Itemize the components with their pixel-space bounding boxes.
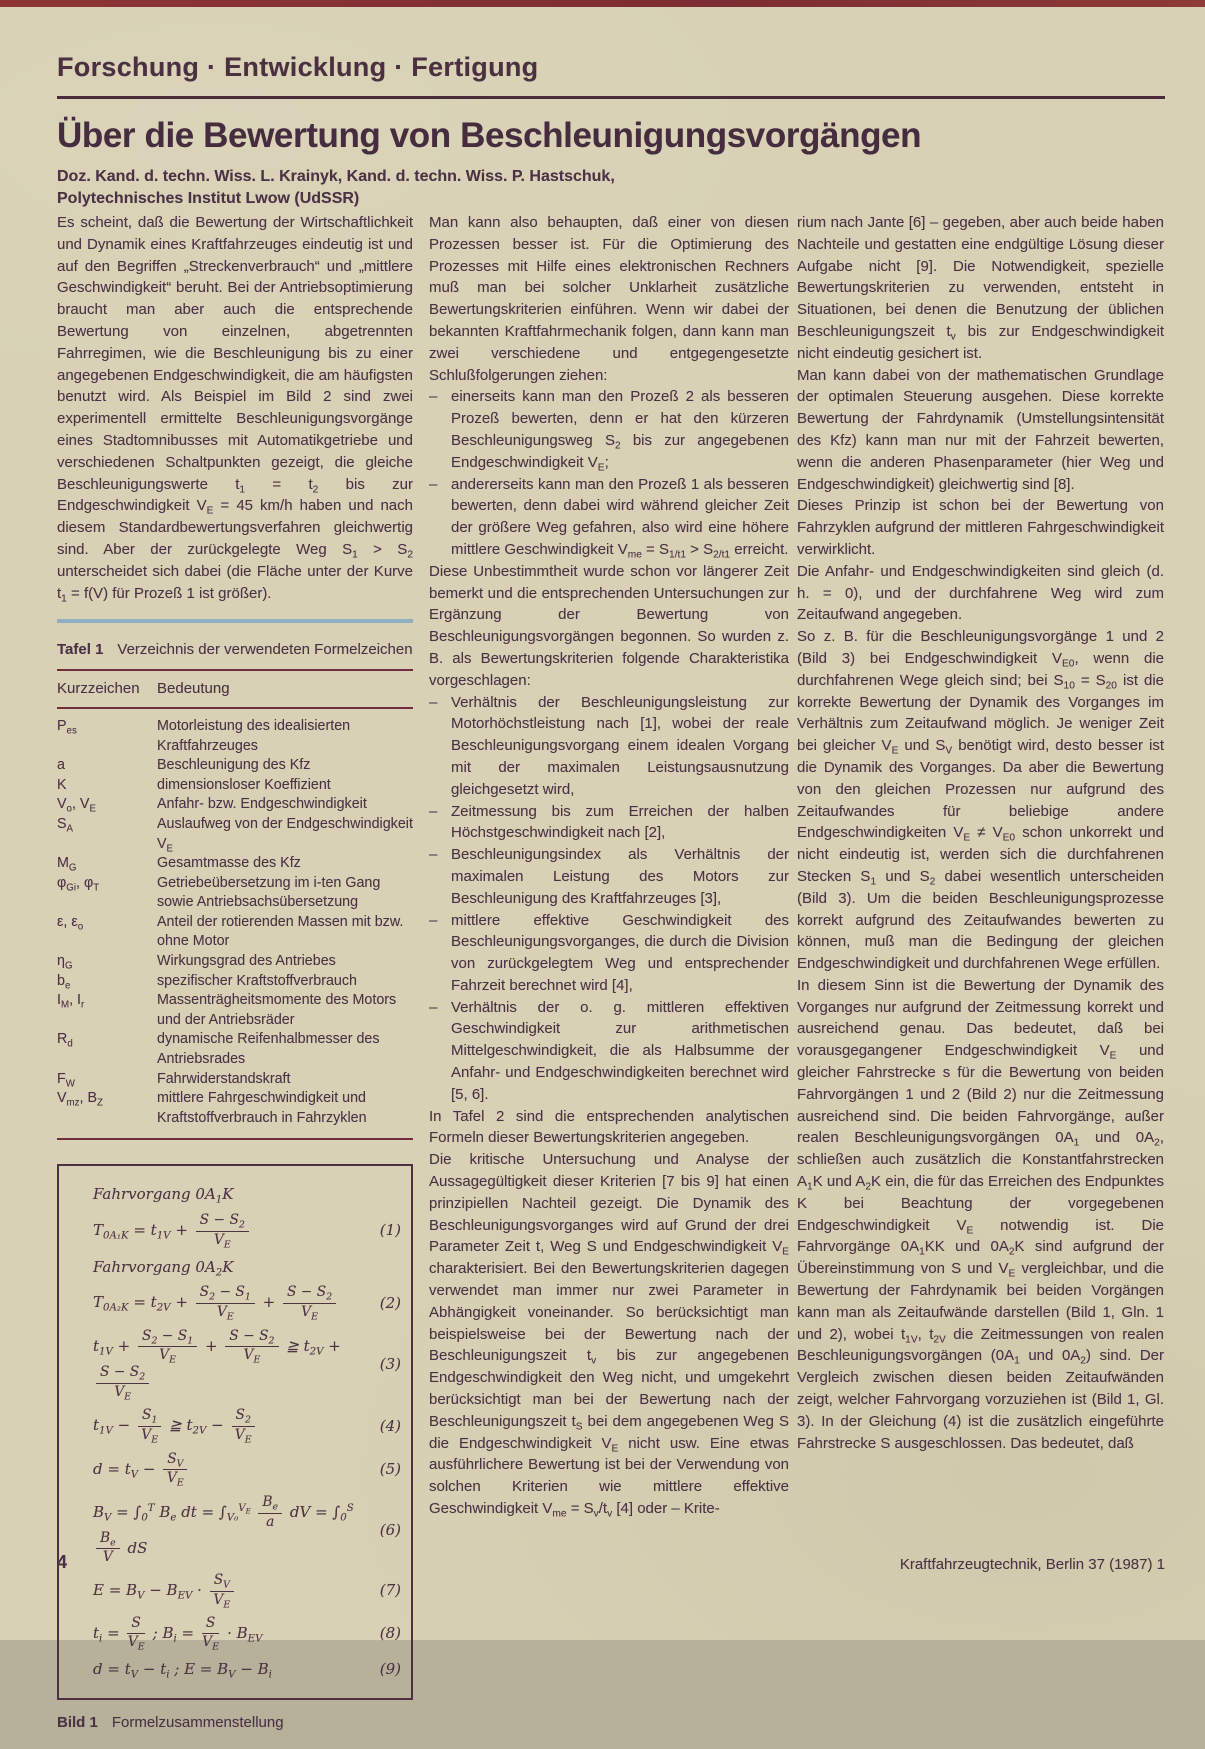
list-item: [429, 474, 789, 561]
list-item: [429, 997, 789, 1106]
dash-marker: –: [429, 911, 438, 929]
equation-row: [67, 1329, 401, 1402]
meaning-cell: Anteil der rotierenden Massen mit bzw. ohne Motor: [157, 913, 404, 950]
meaning-cell: Gesamtmasse des Kfz: [157, 855, 301, 872]
table-row: [57, 1089, 413, 1128]
list-item: [429, 801, 789, 845]
equation: $t_{1V}$ + $\frac{S_2 - S_1}{V_E}$ + $\frac{S - S_2}{V_E}$ ≧ $t_{2V}$ + $\frac{S - S_2}{V_E}$: [93, 1327, 341, 1402]
fraction: $\frac{S_1}{V_E}$: [138, 1408, 161, 1444]
paragraph: Die kritische Untersuchung und Analyse der Aussagegültigkeit dieser Kriterien [7 bis 9] hat einen prinzipiellen Nachteil gezeigt. Die Dynamik des Beschleunigungsvorganges wird auf Grund der drei Parameter Zeit t, Weg S und Endgeschwindigkeit $V_E$ charakterisiert. Bei den Bewertungskriterien dagegen verwendet man immer nur zwei Parameter in Abhängigkeit voneinander. So berücksichtigt man beispielsweise bei der Bewertung nach der Beschleunigungszeit $t_v$ bis zur angegebenen Endgeschwindigkeit den Weg nicht, und umgekehrt berücksichtigt man bei der Bewertung nach der Beschleunigungszeit $t_S$ bei dem angegebenen Weg S die Endgeschwindigkeit $V_E$ nicht usw. Eine etwas ausführlichere Bewertung ist bei der Verwendung von solchen Kriterien wie mittlere effektive Geschwindigkeit $V_{me} = S_v/t_v$ [4] oder – Krite-: [429, 1151, 789, 1520]
meaning-cell: Fahrwiderstandskraft: [157, 1070, 291, 1087]
meaning-cell: Massenträgheitsmomente des Motors und der Antriebsräder: [157, 992, 397, 1028]
paragraph: Man kann also behaupten, daß einer von diesen Prozessen besser ist. Für die Optimierung des Prozesses mit Hilfe eines elektronischen Rechners muß man bei solcher Unklarheit zusätzliche Bewertungskriterien einführen. Wenn wir dabei der bekannten Kraftfahrmechanik folgen, dann kann man zwei verschiedene und entgegengesetzte Schlußfolgerungen ziehen:: [429, 214, 789, 384]
fraction: $\frac{S - S_2}{V_E}$: [96, 1365, 149, 1401]
paragraph: Dieses Prinzip ist schon bei der Bewertung von Fahrzyklen aufgrund der mittleren Fahrgeschwindigkeit verwirklicht.: [797, 497, 1164, 558]
table-header-bedeutung: Bedeutung: [157, 680, 230, 698]
equation-row: [67, 1213, 401, 1249]
table-header-kurzzeichen: Kurzzeichen: [57, 680, 140, 698]
bild-1-caption-text: Formelzusammenstellung: [111, 1713, 284, 1731]
dash-marker: –: [429, 846, 438, 864]
equation-row: [67, 1495, 401, 1566]
equation-number: (3): [379, 1355, 401, 1374]
scan-top-edge: [0, 0, 1205, 7]
paragraph: In Tafel 2 sind die entsprechenden analytischen Formeln dieser Bewertungskriterien angegeben.: [429, 1107, 789, 1147]
paragraph: Die Anfahr- und Endgeschwindigkeiten sind gleich (d. h. = 0), und der durchfahrene Weg wird zum Zeitaufwand angegeben.: [797, 562, 1164, 624]
meaning-cell: spezifischer Kraftstoffverbrauch: [157, 972, 357, 989]
equation-row: [67, 1573, 401, 1609]
meaning-cell: Beschleunigung des Kfz: [157, 757, 311, 774]
equation-row: [67, 1452, 401, 1488]
symbol-cell: $V_o$, $V_E$: [57, 796, 96, 815]
paragraph: rium nach Jante [6] – gegeben, aber auch beide haben Nachteile und gestatten eine endgültige Lösung dieser Aufgabe nicht [9]. Die Notwendigkeit, spezielle Bewertungskriterien zu verwenden, entsteht in Situationen, bei denen die Benutzung der üblichen Beschleunigungszeit $t_v$ bis zur Endgeschwindigkeit nicht eindeutig gesichert ist.: [797, 214, 1164, 362]
column-left-text: [57, 212, 413, 604]
equation-number: (2): [379, 1293, 401, 1312]
fraction: $\frac{S_V}{V_E}$: [210, 1573, 234, 1609]
symbol-cell: $b_e$: [57, 972, 71, 992]
paragraph: So z. B. für die Beschleunigungsvorgänge 1 und 2 (Bild 3) bei Endgeschwindigkeit $V_{E0}$, wenn die durchfahrenen Wege gleich sind; bei $S_{10} = S_{20}$ ist die korrekte Bewertung der Dynamik des Vorganges im Verhältnis zum Zeitaufwand möglich. Je weniger Zeit bei gleicher $V_E$ und $S_V$ benötigt wird, desto besser ist die Dynamik des Vorganges. Da aber die Bewertung von den gleichen Prozessen nur aufgrund des Zeitaufwandes für beliebige andere Endgeschwindigkeiten $V_E \ne V_{E0}$ schon unkorrekt und nicht eindeutig ist, werden sich die durchfahrenen Stecken $S_1$ und $S_2$ dabei wesentlich unterscheiden (Bild 3). Um die beiden Beschleunigungsprozesse korrekt aufgrund des Zeitaufwandes bewerten zu können, muß man die Bedingung der gleichen Endgeschwindigkeit und durchfahrenen Wege erfüllen.: [797, 628, 1164, 973]
paragraph: Diese Unbestimmtheit wurde schon vor längerer Zeit bemerkt und die entsprechenden Untersuchungen zur Ergänzung der Bewertung von Beschleunigungsvorgängen begonnen. So wurden z. B. als Bewertungskriterien folgende Charakteristika vorgeschlagen:: [429, 562, 789, 689]
symbol-cell: K: [57, 776, 67, 793]
column-right: [797, 212, 1164, 1454]
table-row: [57, 972, 413, 992]
fraction: $\frac{S_2 - S_1}{V_E}$: [138, 1329, 197, 1365]
table-row: [57, 776, 413, 796]
column-left: [57, 212, 413, 1749]
fraction: $\frac{B_e}{V}$: [96, 1531, 120, 1567]
symbol-cell: a: [57, 757, 65, 774]
paragraph: Es scheint, daß die Bewertung der Wirtschaftlichkeit und Dynamik eines Kraftfahrzeuges eindeutig ist und auf den Begriffen „Streckenverbrauch“ und „mittlere Geschwindigkeit“ beruht. Bei der Antriebsoptimierung braucht man aber auch die entsprechende Bewertung von einzelnen, abgetrennten Fahrregimen, wie die Beschleunigung bis zu einer angegebenen Endgeschwindigkeit, die am häufigsten benutzt wird. Als Beispiel im Bild 2 sind zwei experimentell ermittelte Beschleunigungsvorgänge eines Stadtomnibusses mit Automatikgetriebe und verschiedenen Schaltpunkten gezeigt, die gleiche Beschleunigungswerte $t_1 = t_2$ bis zur Endgeschwindigkeit $V_E = 45$ km/h haben und nach diesem Standardbewertungsverfahren gleichwertig sind. Aber der zurückgelegte Weg $S_1 > S_2$ unterscheidet sich dabei (die Fläche unter der Kurve $t_1 = f(V)$ für Prozeß 1 ist größer).: [57, 214, 413, 605]
fraction: $\frac{S_V}{V_E}$: [163, 1452, 187, 1488]
equation: $E = B_V - B_{EV}$ · $\frac{S_V}{V_E}$: [67, 1573, 361, 1609]
list-item-text: Beschleunigungsindex als Verhältnis der maximalen Leistung des Motors zur Beschleunigung des Kraftfahrzeuges [3],: [451, 846, 789, 907]
symbol-cell: $\eta_G$: [57, 953, 73, 972]
equation: $d = t_V$ − $\frac{S_V}{V_E}$: [67, 1452, 361, 1488]
list-item-text: Zeitmessung bis zum Erreichen der halben Höchstgeschwindigkeit nach [2],: [451, 802, 789, 842]
table-row: [57, 1070, 413, 1090]
symbol-cell: $P_{es}$: [57, 717, 77, 737]
journal-reference: Kraftfahrzeugtechnik, Berlin 37 (1987) 1: [899, 1556, 1165, 1573]
symbol-cell: $V_{mz}$, $B_Z$: [57, 1090, 103, 1109]
byline-authors: Doz. Kand. d. techn. Wiss. L. Krainyk, Kand. d. techn. Wiss. P. Hastschuk,: [57, 168, 615, 185]
header-rule: [57, 96, 1165, 99]
paragraph: In diesem Sinn ist die Bewertung der Dynamik des Vorganges nur aufgrund der Zeitmessung korrekt und ausreichend genau. Das bedeutet, daß bei vorausgegangener Endgeschwindigkeit $V_E$ und gleicher Fahrstrecke s für die Bewertung von beiden Fahrvorgängen 1 und 2 (Bild 2) nur die Zeitmessung ausreichend sind. Die beiden Fahrvorgänge, außer realen Beschleunigungsvorgängen $0A_1$ und $0A_2$, schließen auch zusätzlich die Konstantfahrstrecken $A_1K$ und $A_2K$ ein, die für das Erreichen des Endpunktes K bei Beachtung der vorgegebenen Endgeschwindigkeit $V_E$ notwendig ist. Die Fahrvorgänge $0A_1KK$ und $0A_2K$ sind aufgrund der Übereinstimmung von S und $V_E$ vergleichbar, und die Bewertung der Fahrdynamik bei beiden Vorgängen kann man als Zeitaufwände darstellen (Bild 1, Gln. 1 und 2), wobei $t_{1V}$, $t_{2V}$ die Zeitmessungen von realen Beschleunigungsvorgängen ($0A_1$ und $0A_2$) sind. Der Vergleich zwischen diesen beiden Zeitaufwänden zeigt, welcher Fahrvorgang vorzuziehen ist (Bild 1, Gl. 3). In der Gleichung (4) ist die zusätzlich eingeführte Fahrstrecke S ausgeschlossen. Das bedeutet, daß: [797, 976, 1165, 1452]
article-title: Über die Bewertung von Beschleunigungsvorgängen: [57, 116, 922, 155]
equation-label: Fahrvorgang $0A_1K$: [93, 1185, 234, 1206]
table-row: [57, 874, 413, 913]
equation-row: [67, 1408, 401, 1444]
equation: $T_{0A_1K} = t_{1V}$ + $\frac{S - S_2}{V_E}$: [67, 1213, 361, 1249]
table-row: [57, 854, 413, 874]
list-item-text: mittlere effektive Geschwindigkeit des Beschleunigungsvorganges, die durch die Division von zurückgelegtem Weg und entsprechender Fahrzeit berechnet wird [4],: [451, 911, 789, 994]
table-body: [57, 709, 413, 1138]
table-row: [57, 913, 413, 952]
equation-number: (6): [379, 1520, 401, 1539]
section-kicker: Forschung · Entwicklung · Fertigung: [57, 52, 539, 82]
tafel-1-caption: [57, 639, 413, 661]
table-header-row: [57, 671, 413, 707]
dash-marker: –: [429, 388, 438, 406]
equation-number: (7): [379, 1581, 401, 1600]
table-row: [57, 952, 413, 972]
symbol-cell: $M_G$: [57, 855, 77, 874]
list-item-text: andererseits kann man den Prozeß 1 als besseren bewerten, denn dabei wird während gleicher Zeit der größere Weg gefahren, also wird eine höhere mittlere Geschwindigkeit $V_{me} = S_{1/t1} > S_{2/t1}$ erreicht.: [451, 475, 789, 561]
equation: $B_V = \int_0^T$ $B_e$ dt = $\int_{V_0}^{V_E}$ $\frac{B_e}{a}$ dV = $\int_0^S$ $\frac{B_e}{V}$ dS: [93, 1494, 354, 1566]
list-item-text: Verhältnis der o. g. mittleren effektiven Geschwindigkeit zur arithmetischen Mittelgeschwindigkeit, die als Halbsumme der Anfahr- und Endgeschwindigkeiten berechnet wird [5, 6].: [451, 998, 789, 1103]
tafel-1-label: Tafel 1: [57, 641, 104, 659]
bild-1-caption: [57, 1712, 413, 1734]
equation-row: [67, 1285, 401, 1321]
equation-number: (8): [379, 1624, 401, 1643]
page-number: 4: [57, 1552, 68, 1572]
table-top-blue-rule: [57, 619, 413, 623]
symbol-cell: $R_d$: [57, 1031, 73, 1050]
equation-label: Fahrvorgang $0A_2K$: [93, 1257, 234, 1279]
tafel-1-caption-text: Verzeichnis der verwendeten Formelzeichen: [117, 641, 413, 659]
equation: $t_i$ = $\frac{S}{V_E}$ ; $B_i$ = $\frac{S}{V_E}$ · $B_{EV}$: [93, 1615, 263, 1653]
table-row: [57, 815, 413, 854]
table-row: [57, 991, 413, 1030]
meaning-cell: Auslaufweg von der Endgeschwindigkeit $V_E$: [157, 815, 413, 854]
dash-marker: –: [429, 802, 438, 820]
bild-1-formula-box: [57, 1164, 413, 1699]
fraction: $\frac{S - S_2}{V_E}$: [225, 1329, 278, 1365]
meaning-cell: Motorleistung des idealisierten Kraftfahrzeuges: [157, 717, 351, 754]
meaning-cell: mittlere Fahrgeschwindigkeit und Kraftstoffverbrauch in Fahrzyklen: [157, 1090, 367, 1126]
list-item-text: einerseits kann man den Prozeß 2 als besseren Prozeß bewerten, denn er hat den kürzeren Beschleunigungsweg $S_2$ bis zur angegebenen Endgeschwindigkeit $V_E$;: [451, 388, 789, 474]
dash-marker: –: [429, 475, 438, 493]
meaning-cell: Getriebeübersetzung im i-ten Gang sowie Antriebsachsübersetzung: [157, 874, 381, 911]
fraction: $\frac{S - S_2}{V_E}$: [196, 1213, 249, 1249]
byline-institute: Polytechnisches Institut Lwow (UdSSR): [57, 189, 360, 207]
fraction: $\frac{B_e}{a}$: [258, 1495, 282, 1531]
list-item: [429, 910, 789, 997]
table-rule: [57, 1138, 413, 1140]
equation-number: (5): [379, 1459, 401, 1478]
meaning-cell: dynamische Reifenhalbmesser des Antriebsrades: [157, 1031, 380, 1068]
article-byline: [57, 166, 615, 209]
table-row: [57, 1030, 413, 1069]
table-row: [57, 795, 413, 815]
fraction: $\frac{S_2}{V_E}$: [232, 1408, 255, 1444]
fraction: $\frac{S_2 - S_1}{V_E}$: [196, 1285, 255, 1321]
dash-marker: –: [429, 998, 438, 1016]
equation-row: [67, 1659, 401, 1681]
fraction: $\frac{S - S_2}{V_E}$: [283, 1285, 336, 1321]
fraction: $\frac{S}{V_E}$: [202, 1615, 219, 1653]
symbol-cell: $I_M$, $I_r$: [57, 992, 85, 1011]
equation-row: [67, 1616, 401, 1652]
equation-number: (4): [379, 1416, 401, 1435]
dash-marker: –: [429, 693, 438, 711]
paragraph: Man kann dabei von der mathematischen Grundlage der optimalen Steuerung ausgehen. Diese korrekte Bewertung der Fahrdynamik (Umstellungsintensität des Kfz) kann man nur mit der Fahrzeit bewerten, wenn die anderen Phasenparameter (hier Weg und Endgeschwindigkeit) gleichwertig sind [8].: [797, 366, 1164, 493]
equation: $T_{0A_2K} = t_{2V}$ + $\frac{S_2 - S_1}{V_E}$ + $\frac{S - S_2}{V_E}$: [67, 1285, 361, 1321]
meaning-cell: Anfahr- bzw. Endgeschwindigkeit: [157, 796, 367, 813]
symbol-cell: ε, $\varepsilon_o$: [57, 913, 84, 933]
column-middle: [429, 212, 789, 1520]
meaning-cell: Wirkungsgrad des Antriebes: [157, 953, 336, 970]
fraction: $\frac{S}{V_E}$: [127, 1615, 145, 1653]
equation: $t_{1V}$ − $\frac{S_1}{V_E}$ ≧ $t_{2V}$ − $\frac{S_2}{V_E}$: [67, 1408, 361, 1444]
list-item-text: Verhältnis der Beschleunigungsleistung zur Motorhöchstleistung nach [1], wobei der reale Beschleunigungsvorgang einem idealen Vorgang mit der maximalen Leistungsausnutzung gleichgesetzt wird,: [451, 693, 789, 798]
equation-number: (1): [379, 1221, 401, 1240]
tafel-1: [57, 639, 413, 1140]
list-item: [429, 692, 789, 801]
bild-1-label: Bild 1: [57, 1713, 98, 1731]
table-row: [57, 756, 413, 776]
meaning-cell: dimensionsloser Koeffizient: [157, 776, 331, 793]
equation-number: (9): [379, 1660, 401, 1678]
equation: $d = t_V - t_i$ ; $E = B_V - B_i$: [93, 1660, 272, 1681]
list-item: [429, 844, 789, 909]
symbol-cell: $F_W$: [57, 1070, 75, 1090]
symbol-cell: $\varphi_{Gi}$, $\varphi_T$: [57, 874, 100, 894]
list-item: [429, 386, 789, 473]
table-row: [57, 717, 413, 756]
symbol-cell: $S_A$: [57, 815, 74, 835]
